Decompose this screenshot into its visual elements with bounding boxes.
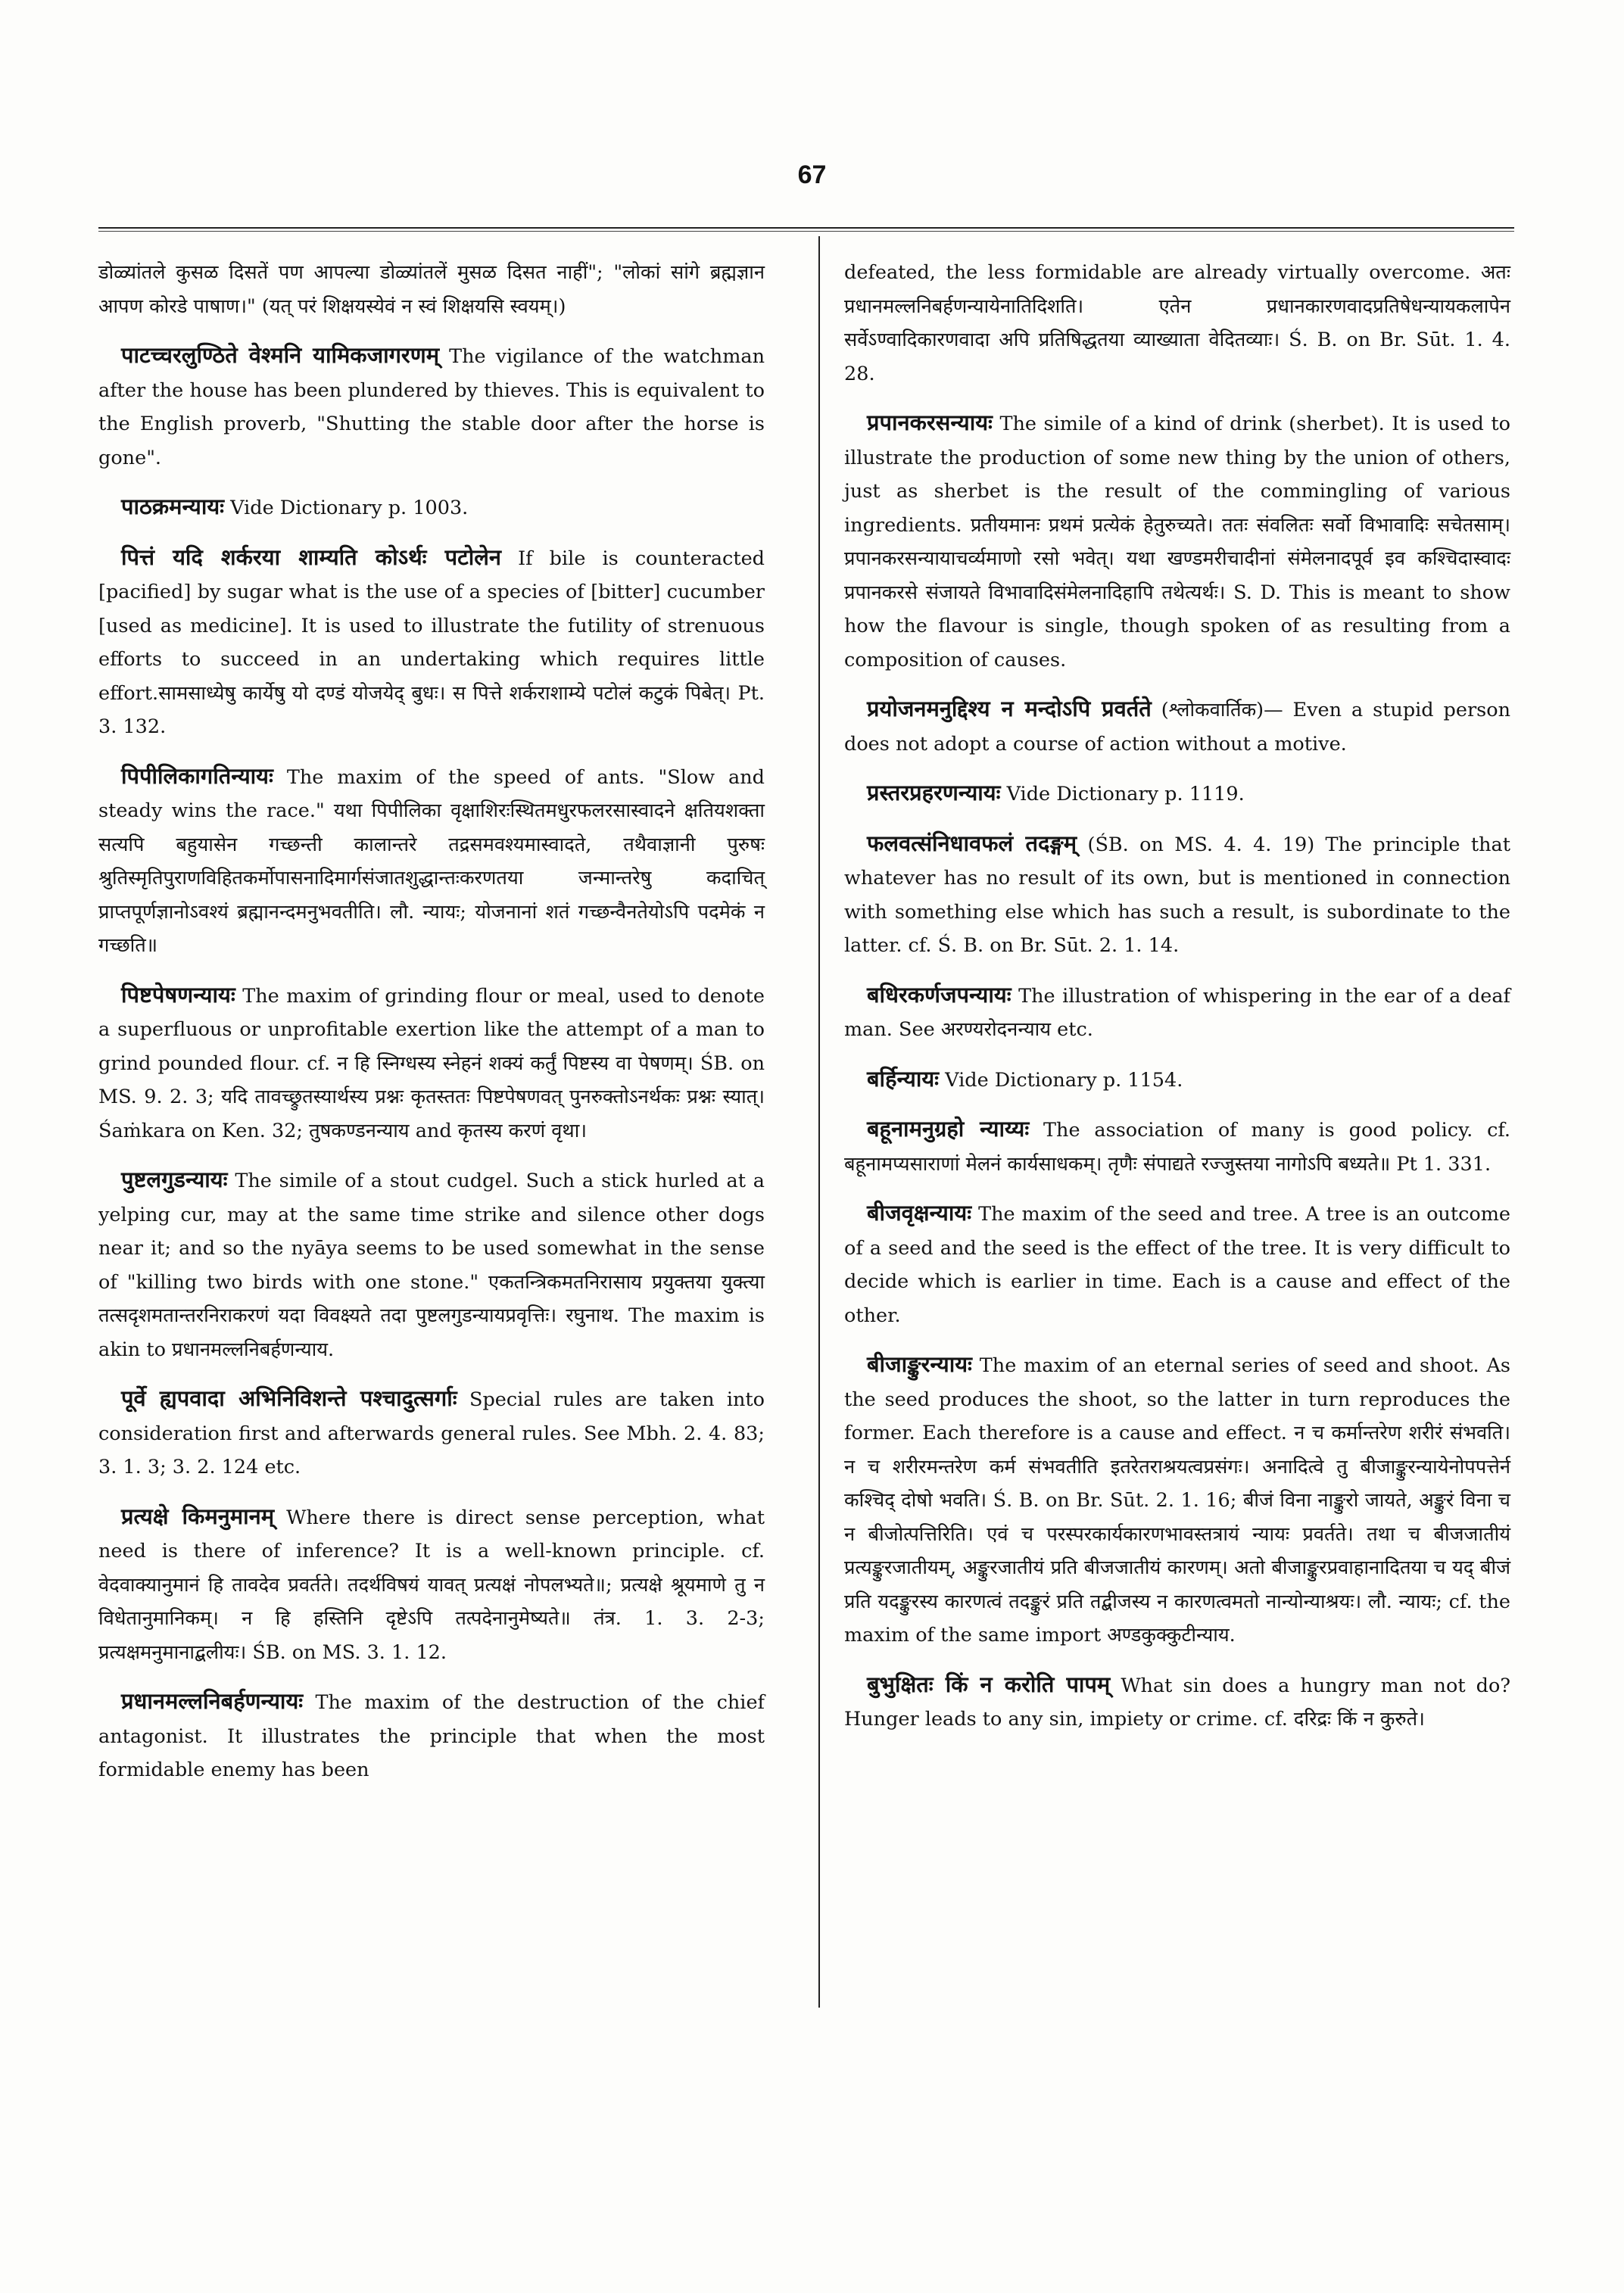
entry-headword: बहूनामनुग्रहो न्याय्यः	[867, 1116, 1030, 1142]
entry-text: The vigilance of the watchman after the house has been plundered by thieves. This is equivalent to the English proverb, "Shutting the stable door after the horse is gone".	[98, 345, 765, 469]
dictionary-entry	[98, 1163, 765, 1366]
entry-headword: पूर्वे ह्यपवादा अभिनिविशन्ते पश्चादुत्सर्गाः	[121, 1385, 457, 1411]
entry-text: defeated, the less formidable are already virtually overcome. अतः प्रधानमल्लनिबर्हणन्यायेनातिदिशति। एतेन प्रधानकारणवादप्रतिषेधन्यायकलापेन सर्वेऽण्वादिकारणवादा अपि प्रतिषिद्धतया व्याख्याता वेदितव्याः। Ś. B. on Br. Sūt. 1. 4. 28.	[844, 261, 1510, 385]
entry-headword: पुष्टलगुडन्यायः	[121, 1167, 228, 1192]
entry-text: Vide Dictionary p. 1119.	[1006, 783, 1245, 805]
entry-headword: प्रधानमल्लनिबर्हणन्यायः	[121, 1688, 304, 1714]
dictionary-entry	[844, 1668, 1510, 1737]
dictionary-entry	[98, 1382, 765, 1485]
entry-text: The maxim of the destruction of the chief antagonist. It illustrates the principle that when the most formidable enemy has been	[98, 1691, 765, 1781]
entry-headword: बर्हिन्यायः	[867, 1065, 940, 1092]
entry-headword: पित्तं यदि शर्करया शाम्यति कोऽर्थः पटोलेन	[121, 544, 501, 570]
dictionary-entry	[844, 776, 1510, 812]
dictionary-entry	[844, 1196, 1510, 1332]
entry-headword: प्रपानकरसन्यायः	[867, 410, 993, 435]
dictionary-entry	[844, 692, 1510, 761]
dictionary-entry	[844, 1347, 1510, 1653]
dictionary-entry	[844, 978, 1510, 1047]
dictionary-entry	[98, 256, 765, 323]
entry-text: (श्लोकवार्तिक)— Even a stupid person does not adopt a course of action without a motive.	[844, 699, 1511, 756]
entry-text: Vide Dictionary p. 1154.	[945, 1068, 1183, 1092]
entry-headword: बीजवृक्षन्यायः	[867, 1200, 972, 1226]
right-column	[844, 256, 1510, 1752]
dictionary-entry	[98, 1500, 765, 1670]
dictionary-entry	[98, 490, 765, 525]
entry-text: The simile of a stout cudgel. Such a stick hurled at a yelping cur, may at the same time strike and silence other dogs near it; and so the nyāya seems to be used somewhat in the sense of "killing two birds with one stone." एकतन्त्रिकमतनिरासाय प्रयुक्तया युक्त्या तत्सदृशमतान्तरनिराकरणं यदा विवक्ष्यते तदा पुष्टलगुडन्यायप्रवृत्तिः। रघुनाथ. The maxim is akin to प्रधानमल्लनिबर्हणन्याय.	[98, 1170, 765, 1361]
entry-headword: प्रस्तरप्रहरणन्यायः	[867, 780, 1001, 805]
dictionary-entry	[844, 406, 1510, 677]
entry-headword: बीजाङ्कुरन्यायः	[867, 1351, 972, 1377]
entry-text: The maxim of grinding flour or meal, used to denote a superfluous or unprofitable exertion like the attempt of a man to grind pounded flour. cf. न हि स्निग्धस्य स्नेहनं शक्यं कर्तुं पिष्टस्य वा पेषणम्। ŚB. on MS. 9. 2. 3; यदि तावच्छ्रुतस्यार्थस्य प्रश्नः कृतस्ततः पिष्टपेषणवत् पुनरुक्तोऽनर्थकः प्रश्नः स्यात्। Śaṁkara on Ken. 32; तुषकण्डनन्याय and कृतस्य करणं वृथा।	[98, 984, 765, 1142]
entry-headword: पाठक्रमन्यायः	[121, 494, 225, 519]
entry-text: The maxim of the seed and tree. A tree is an outcome of a seed and the seed is the effect of the tree. It is very difficult to decide which is earlier in time. Each is a cause and effect of the other.	[844, 1203, 1511, 1327]
entry-text: Where there is direct sense perception, what need is there of inference? It is a well-known principle. cf. वेदवाक्यानुमानं हि तावदेव प्रवर्तते। तदर्थविषयं यावत् प्रत्यक्षं नोपलभ्यते॥; प्रत्यक्षे श्रूयमाणे तु न विधेतानुमानिकम्। न हि हस्तिनि दृष्टेऽपि तत्पदेनानुमेष्यते॥ तंत्र. 1. 3. 2-3; प्रत्यक्षमनुमानाद्बलीयः। ŚB. on MS. 3. 1. 12.	[98, 1506, 765, 1664]
entry-text: (ŚB. on MS. 4. 4. 19) The principle that whatever has no result of its own, but is mentioned in connection with something else which has such a result, is subordinate to the latter. cf. Ś. B. on Br. Sūt. 2. 1. 14.	[844, 833, 1510, 957]
entry-headword: बधिरकर्णजपन्यायः	[867, 981, 1011, 1008]
entry-text: If bile is counteracted [pacified] by sugar what is the use of a species of [bitter] cucumber [used as medicine]. It is used to illustrate the futility of strenuous efforts to succeed in an undertaking which requires little effort.सामसाध्येषु कार्येषु यो दण्डं योजयेद् बुधः। स पित्ते शर्कराशाम्ये पटोलं कटुकं पिबेत्। Pt. 3. 132.	[98, 547, 765, 738]
dictionary-entry	[844, 256, 1510, 391]
dictionary-entry	[98, 541, 765, 744]
entry-text: Vide Dictionary p. 1003.	[230, 497, 469, 519]
entry-text: The maxim of an eternal series of seed and shoot. As the seed produces the shoot, so the latter in turn reproduces the former. Each therefore is a cause and effect. न च कर्मान्तरेण शरीरं संभवति। न च शरीरमन्तरेण कर्म संभवतीति इतरेतराश्रयत्वप्रसंगः। अनादित्वे तु बीजाङ्कुरन्यायेनोपपत्तेर्न कश्चिद् दोषो भवति। Ś. B. on Br. Sūt. 2. 1. 16; बीजं विना नाङ्कुरो जायते, अङ्कुरं विना च न बीजोत्पत्तिरिति। एवं च परस्परकार्यकारणभावस्तत्रायं न्यायः प्रवर्तते। तथा च बीजजातीयं प्रत्यङ्कुरजातीयम्, अङ्कुरजातीयं प्रति बीजजातीयं कारणम्। अतो बीजाङ्कुरप्रवाहानादितया च यद् बीजं प्रति यदङ्कुरस्य कारणत्वं तदङ्कुरं प्रति तद्बीजस्य न कारणत्वमतो नान्योन्याश्रयः। लौ. न्यायः; cf. the maxim of the same import अण्डकुक्कुटीन्याय.	[844, 1354, 1510, 1647]
entry-text: डोळ्यांतले कुसळ दिसतें पण आपल्या डोळ्यांतलें मुसळ दिसत नाहीं"; "लोकां सांगे ब्रह्मज्ञान आपण कोरडे पाषाण।" (यत् परं शिक्षयस्येवं न स्वं शिक्षयसि स्वयम्।)	[98, 261, 765, 318]
entry-headword: प्रयोजनमनुद्दिश्य न मन्दोऽपि प्रवर्तते	[867, 696, 1152, 721]
dictionary-entry	[98, 338, 765, 475]
entry-text: The association of many is good policy. cf. बहूनामप्यसाराणां मेलनं कार्यसाधकम्। तृणैः संपाद्यते रज्जुस्तया नागोऽपि बध्यते॥ Pt 1. 331.	[844, 1119, 1510, 1176]
entry-text: The simile of a kind of drink (sherbet). It is used to illustrate the production of some new thing by the union of others, just as sherbet is the result of the commingling of various ingredients. प्रतीयमानः प्रथमं प्रत्येकं हेतुरुच्यते। ततः संवलितः सर्वो विभावादिः सचेतसाम्। प्रपानकरसन्यायाचर्व्यमाणो रसो भवेत्। यथा खण्डमरीचादीनां संमेलनादपूर्व इव कश्चिदास्वादः प्रपानकरसे संजायते विभावादिसंमेलनादिहापि तथेत्यर्थः। S. D. This is meant to show how the flavour is single, though spoken of as resulting from a composition of causes.	[844, 413, 1510, 671]
dictionary-entry	[844, 1112, 1510, 1181]
left-column	[98, 256, 765, 1802]
column-divider	[818, 236, 820, 2008]
page-number: 67	[797, 160, 827, 189]
header-rule	[98, 227, 1514, 232]
dictionary-entry	[98, 1684, 765, 1787]
entry-headword: प्रत्यक्षे किमनुमानम्	[121, 1503, 275, 1529]
dictionary-entry	[98, 759, 765, 963]
dictionary-entry	[844, 827, 1510, 963]
entry-headword: पिष्टपेषणन्यायः	[121, 981, 235, 1008]
entry-headword: पिपीलिकागतिन्यायः	[121, 762, 273, 789]
dictionary-entry	[844, 1062, 1510, 1098]
dictionary-entry	[98, 978, 765, 1148]
entry-text: The illustration of whispering in the ear of a deaf man. See अरण्यरोदनन्याय etc.	[844, 984, 1510, 1041]
entry-text: What sin does a hungry man not do? Hunger leads to any sin, impiety or crime. cf. दरिद्रः किं न कुरुते।	[844, 1674, 1510, 1731]
entry-headword: बुभुक्षितः किं न करोति पापम्	[867, 1671, 1111, 1697]
entry-headword: फलवत्संनिधावफलं तदङ्गम्	[867, 830, 1077, 856]
entry-text: The maxim of the speed of ants. "Slow and steady wins the race." यथा पिपीलिका वृक्षाशिरःस्थितमधुरफलरसास्वादने क्षतियशक्ता सत्यपि बहुयासेन गच्छन्ती कालान्तरे तद्रसमवश्यमास्वादते, तथैवाज्ञानी पुरुषः श्रुतिस्मृतिपुराणविहितकर्मोपासनादिमार्गसंजातशुद्धान्तःकरणतया जन्मान्तरेषु कदाचित् प्राप्तपूर्णज्ञानोऽवश्यं ब्रह्मानन्दमनुभवतीति। लौ. न्यायः; योजनानां शतं गच्छन्वैनतेयोऽपि पदमेकं न गच्छति॥	[98, 765, 765, 957]
entry-text: Special rules are taken into consideration first and afterwards general rules. See Mbh. 2. 4. 83; 3. 1. 3; 3. 2. 124 etc.	[98, 1388, 765, 1478]
entry-headword: पाटच्चरलुण्ठिते वेश्मनि यामिकजागरणम्	[121, 342, 440, 368]
